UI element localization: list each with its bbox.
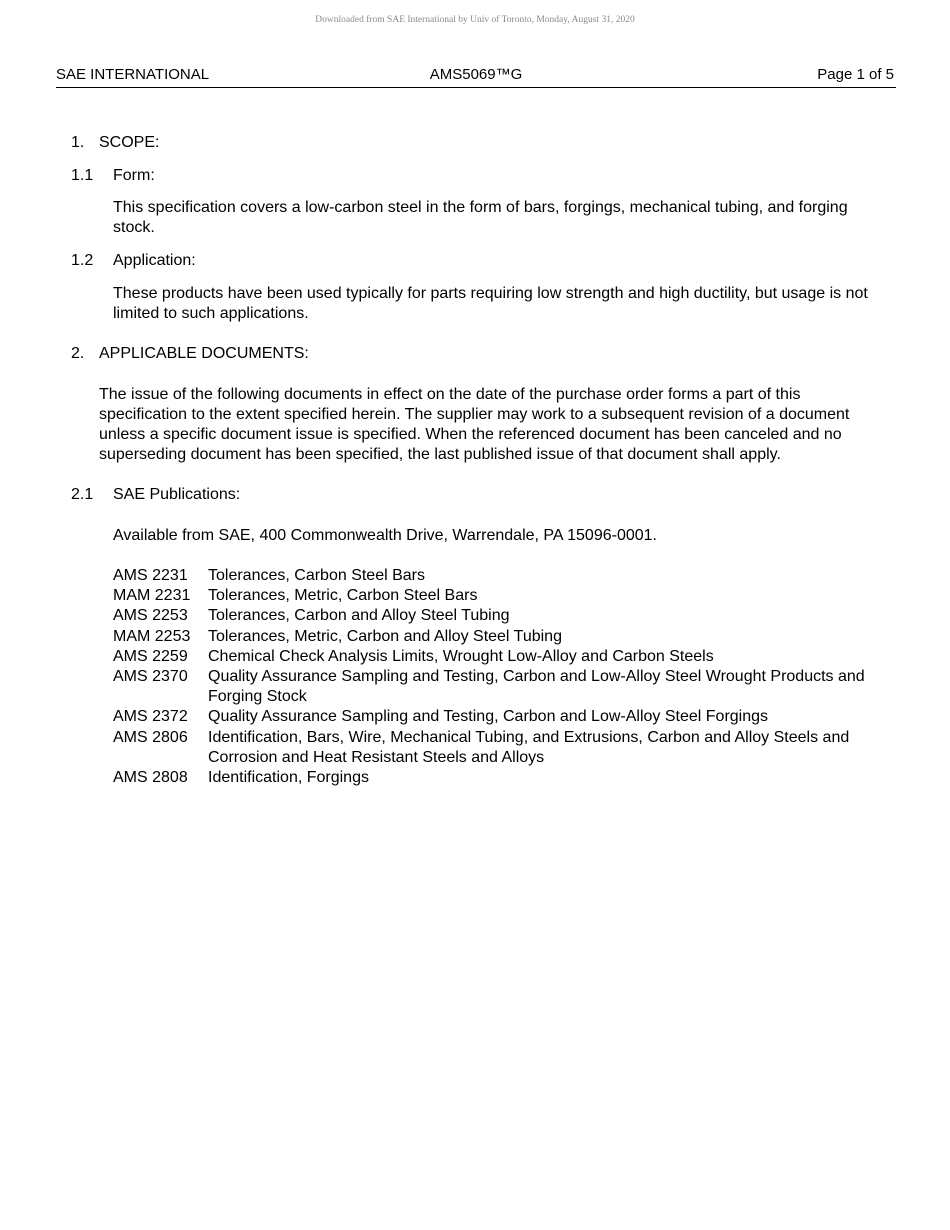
document-title: Quality Assurance Sampling and Testing, Carbon and Low-Alloy Steel Forgings xyxy=(208,708,769,726)
list-item xyxy=(113,768,873,788)
section-2-1-paragraph: Available from SAE, 400 Commonwealth Drive, Warrendale, PA 15096-0001. xyxy=(113,527,657,544)
section-1-1-paragraph: This specification covers a low-carbon steel in the form of bars, forgings, mechanical tubing, and forging stock. xyxy=(113,199,848,236)
page-header xyxy=(56,66,896,88)
document-title: Identification, Forgings xyxy=(208,769,369,787)
section-2-number: 2. xyxy=(71,345,85,362)
section-2-1-heading: SAE Publications: xyxy=(113,486,241,503)
document-title: Chemical Check Analysis Limits, Wrought Low-Alloy and Carbon Steels xyxy=(208,647,714,665)
list-item xyxy=(113,667,873,707)
document-code: AMS 2808 xyxy=(113,769,188,787)
section-1-1-heading: Form: xyxy=(113,167,155,184)
section-1-number: 1. xyxy=(71,134,85,151)
document-code: AMS 2372 xyxy=(113,708,188,726)
document-code: AMS 2370 xyxy=(113,668,188,686)
header-page-number: Page 1 of 5 xyxy=(817,66,894,83)
document-code: MAM 2231 xyxy=(113,587,191,605)
document-title: Tolerances, Carbon and Alloy Steel Tubing xyxy=(208,607,510,625)
document-title: Tolerances, Metric, Carbon and Alloy Steel Tubing xyxy=(208,627,562,645)
section-2-paragraph: The issue of the following documents in effect on the date of the purchase order forms a part of this specification to the extent specified herein. The supplier may work to a subsequent revision of a document unless a specific document issue is specified. When the referenced document has been canceled and no superseding document has been specified, the last published issue of that document shall apply. xyxy=(99,386,850,463)
list-item xyxy=(113,606,873,626)
document-code: AMS 2231 xyxy=(113,567,188,584)
referenced-documents-list xyxy=(113,566,873,788)
document-title: Identification, Bars, Wire, Mechanical Tubing, and Extrusions, Carbon and Alloy Steels and Corrosion and Heat Resistant Steels and Alloys xyxy=(208,728,850,766)
section-1-1-number: 1.1 xyxy=(71,167,94,184)
document-code: AMS 2253 xyxy=(113,607,188,625)
list-item xyxy=(113,566,873,586)
list-item xyxy=(113,707,873,727)
list-item xyxy=(113,647,873,667)
section-2-heading: APPLICABLE DOCUMENTS: xyxy=(99,345,309,362)
section-1-heading: SCOPE: xyxy=(99,134,160,151)
document-code: MAM 2253 xyxy=(113,627,191,645)
list-item xyxy=(113,728,873,768)
document-title: Tolerances, Metric, Carbon Steel Bars xyxy=(208,587,478,605)
document-code: AMS 2806 xyxy=(113,728,188,746)
list-item xyxy=(113,586,873,606)
header-organization: SAE INTERNATIONAL xyxy=(56,66,210,83)
list-item xyxy=(113,627,873,647)
section-1-2-number: 1.2 xyxy=(71,252,94,269)
section-1-2-paragraph: These products have been used typically for parts requiring low strength and high ductility, but usage is not limited to such applications. xyxy=(113,285,868,322)
header-document-number: AMS5069™G xyxy=(429,66,523,83)
document-title: Tolerances, Carbon Steel Bars xyxy=(208,567,425,584)
document-code: AMS 2259 xyxy=(113,647,188,665)
document-title: Quality Assurance Sampling and Testing, Carbon and Low-Alloy Steel Wrought Products and Forging Stock xyxy=(208,668,865,706)
download-note: Downloaded from SAE International by Univ of Toronto, Monday, August 31, 2020 xyxy=(315,15,635,25)
section-2-1-number: 2.1 xyxy=(71,486,94,503)
section-1-2-heading: Application: xyxy=(113,252,196,269)
